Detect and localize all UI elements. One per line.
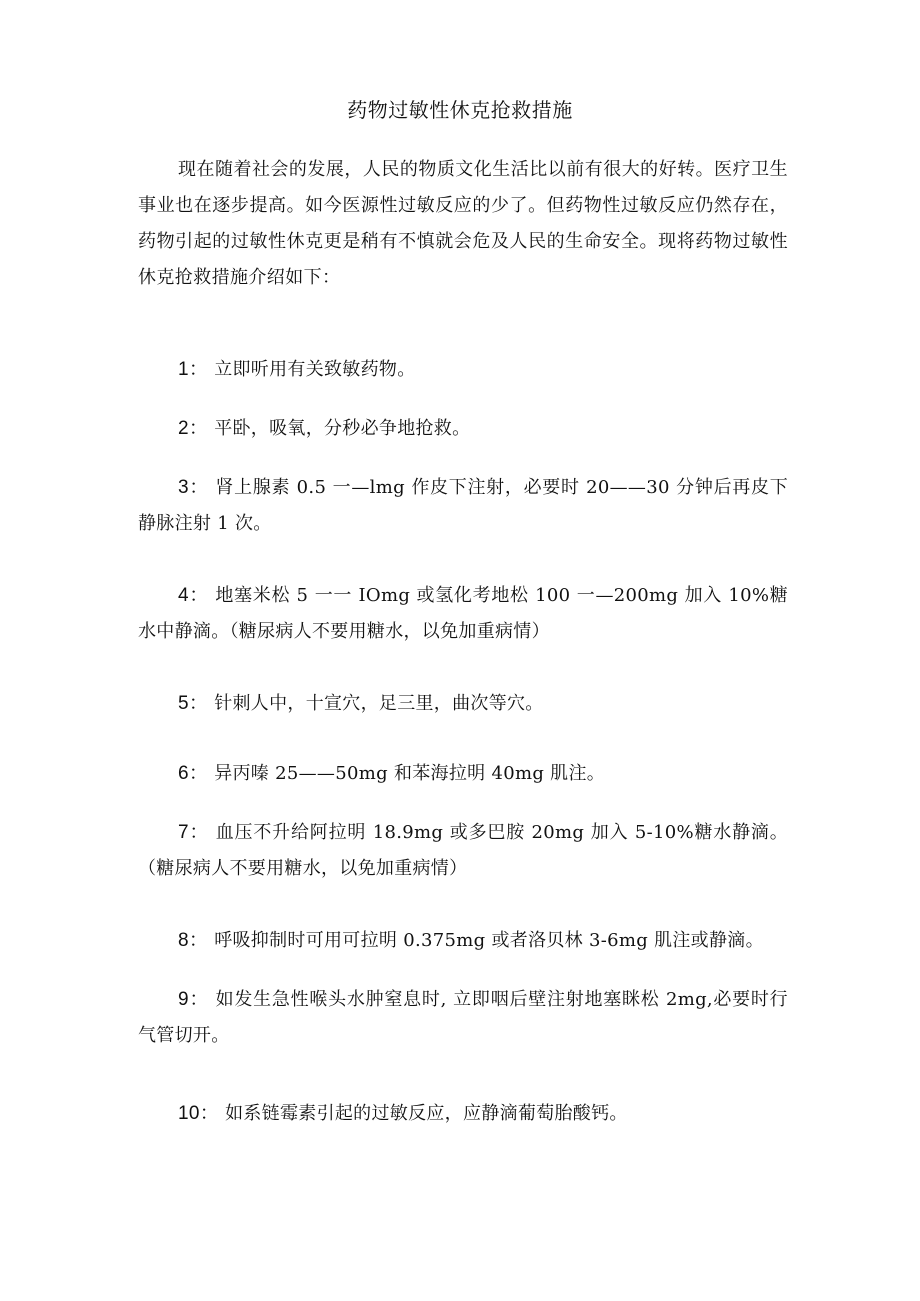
item-text: 立即听用有关致敏药物。	[214, 359, 416, 380]
item-number: 10：	[178, 1103, 220, 1124]
list-item	[138, 411, 788, 447]
list-item	[138, 578, 788, 650]
item-text: 地塞米松 5 一一 IOmg 或氢化考地松 100 一—200mg 加入 10%糖水中静滴。（糖尿病人不要用糖水，以免加重病情）	[138, 585, 789, 642]
list-item	[138, 756, 788, 792]
item-text: 呼吸抑制时可用可拉明 0.375mg 或者洛贝林 3-6mg 肌注或静滴。	[214, 930, 764, 951]
list-item	[138, 1096, 788, 1132]
item-text: 血压不升给阿拉明 18.9mg 或多巴胺 20mg 加入 5-10%糖水静滴。（糖尿病人不要用糖水，以免加重病情）	[138, 822, 789, 879]
item-number: 6：	[178, 763, 209, 784]
item-text: 平卧，吸氧，分秒必争地抢救。	[214, 418, 471, 439]
item-number: 8：	[178, 930, 209, 951]
item-number: 1：	[178, 359, 209, 380]
list-item	[138, 686, 788, 722]
intro-paragraph: 现在随着社会的发展，人民的物质文化生活比以前有很大的好转。医疗卫生事业也在逐步提高。如今医源性过敏反应的少了。但药物性过敏反应仍然存在，药物引起的过敏性休克更是稍有不慎就会危及人民的生命安全。现将药物过敏性休克抢救措施介绍如下：	[138, 159, 788, 288]
item-number: 4：	[178, 585, 209, 606]
item-text: 异丙嗪 25——50mg 和苯海拉明 40mg 肌注。	[214, 763, 606, 784]
item-number: 9：	[178, 989, 210, 1010]
list-item	[138, 815, 788, 887]
item-number: 7：	[178, 822, 210, 843]
item-text: 如发生急性喉头水肿窒息时, 立即咽后壁注射地塞眯松 2mg,必要时行气管切开。	[138, 989, 788, 1046]
item-text: 针刺人中，十宣穴，足三里，曲次等穴。	[214, 693, 544, 714]
item-text: 肾上腺素 0.5 一—lmg 作皮下注射，必要时 20——30 分钟后再皮下静脉注射 1 次。	[138, 477, 788, 534]
item-number: 3：	[178, 477, 209, 498]
item-text: 如系链霉素引起的过敏反应，应静滴葡萄胎酸钙。	[225, 1103, 628, 1124]
list-item	[138, 923, 788, 959]
item-number: 5：	[178, 693, 209, 714]
document-title: 药物过敏性休克抢救措施	[347, 98, 573, 122]
list-item	[138, 982, 788, 1054]
item-number: 2：	[178, 418, 209, 439]
list-item	[138, 470, 788, 542]
list-item	[138, 352, 788, 388]
